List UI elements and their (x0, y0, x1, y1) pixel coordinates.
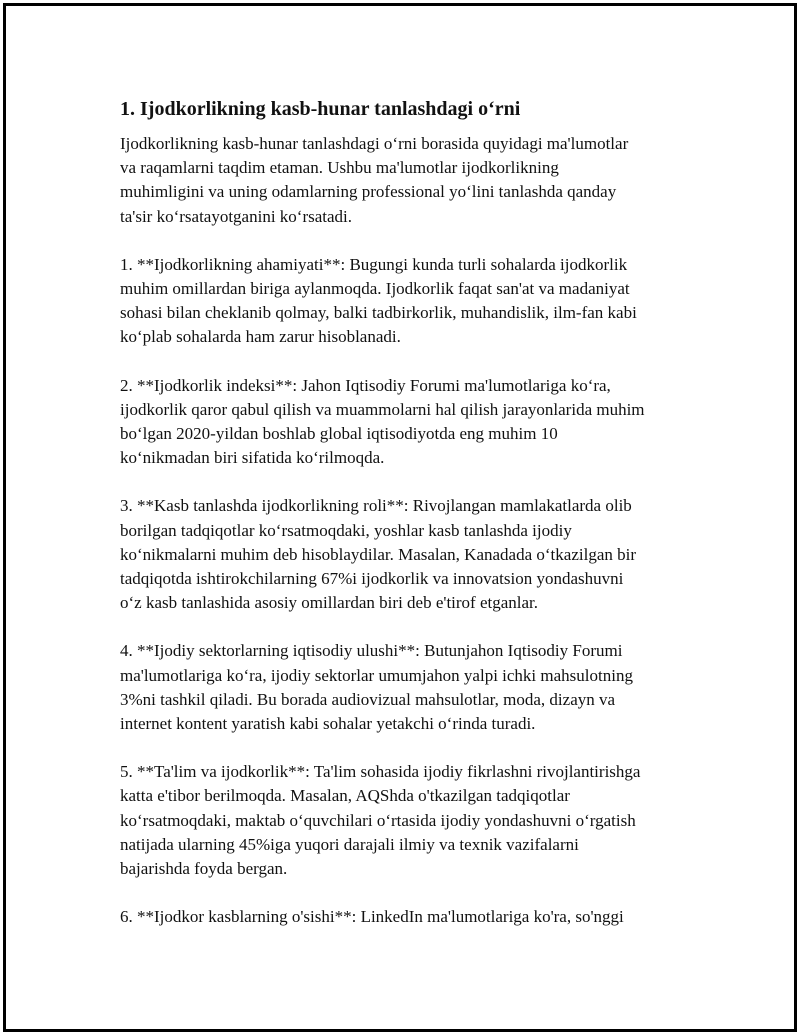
text-line: Ijodkorlikning kasb-hunar tanlashdagi o‘rni borasida quyidagi ma'lumotlar (120, 134, 629, 153)
text-line: ko‘plab sohalarda ham zarur hisoblanadi. (120, 327, 401, 347)
paragraph (120, 132, 700, 229)
page-frame (3, 3, 797, 1032)
text-line: muhimligini va uning odamlarning professional yo‘lini tanlashda qanday (120, 182, 617, 202)
text-line: 3%ni tashkil qiladi. Bu borada audiovizual mahsulotlar, moda, dizayn va (120, 689, 616, 709)
text-line: ko‘nikmalarni muhim deb hisoblaydilar. Masalan, Kanadada o‘tkazilgan bir (120, 544, 636, 564)
paragraph (120, 639, 700, 736)
paragraph (120, 253, 700, 350)
paragraph-list (120, 132, 700, 929)
text-line: va raqamlarni taqdim etaman. Ushbu ma'lumotlar ijodkorlikning (120, 158, 559, 178)
text-line: borilgan tadqiqotlar ko‘rsatmoqdaki, yoshlar kasb tanlashda ijodiy (120, 520, 572, 540)
text-line: sohasi bilan cheklanib qolmay, balki tadbirkorlik, muhandislik, ilm-fan kabi (120, 303, 637, 323)
text-line: 6. **Ijodkor kasblarning o'sishi**: LinkedIn ma'lumotlariga ko'ra, so'nggi (120, 907, 624, 927)
text-line: 1. **Ijodkorlikning ahamiyati**: Bugungi kunda turli sohalarda ijodkorlik (120, 254, 628, 274)
text-line: 2. **Ijodkorlik indeksi**: Jahon Iqtisodiy Forumi ma'lumotlariga ko‘ra, (120, 375, 611, 395)
text-line: internet kontent yaratish kabi sohalar yetakchi o‘rinda turadi. (120, 714, 536, 734)
text-line: 3. **Kasb tanlashda ijodkorlikning roli**: Rivojlangan mamlakatlarda olib (120, 496, 632, 516)
text-line: ijodkorlik qaror qabul qilish va muammolarni hal qilish jarayonlarida muhim (120, 399, 645, 419)
document-title: 1. Ijodkorlikning kasb-hunar tanlashdagi o‘rni (120, 98, 521, 120)
text-line: ko‘rsatmoqdaki, maktab o‘quvchilari o‘rtasida ijodiy yondashuvni o‘rgatish (120, 810, 636, 830)
text-line: katta e'tibor berilmoqda. Masalan, AQShda o'tkazilgan tadqiqotlar (120, 786, 570, 806)
text-line: bajarishda foyda bergan. (120, 859, 288, 879)
text-line: ta'sir ko‘rsatayotganini ko‘rsatadi. (120, 206, 353, 226)
text-line: natijada ularning 45%iga yuqori darajali ilmiy va texnik vazifalarni (120, 834, 579, 854)
document-body (120, 96, 700, 953)
text-line: 5. **Ta'lim va ijodkorlik**: Ta'lim sohasida ijodiy fikrlashni rivojlantirishga (120, 762, 641, 782)
paragraph (120, 905, 700, 929)
paragraph (120, 760, 700, 881)
paragraph (120, 494, 700, 615)
text-line: o‘z kasb tanlashida asosiy omillardan biri deb e'tirof etganlar. (120, 593, 539, 613)
text-line: ma'lumotlariga ko‘ra, ijodiy sektorlar umumjahon yalpi ichki mahsulotning (120, 665, 633, 685)
text-line: ko‘nikmadan biri sifatida ko‘rilmoqda. (120, 448, 385, 468)
paragraph (120, 374, 700, 471)
text-line: muhim omillardan biriga aylanmoqda. Ijodkorlik faqat san'at va madaniyat (120, 279, 630, 299)
text-line: tadqiqotda ishtirokchilarning 67%i ijodkorlik va innovatsion yondashuvni (120, 569, 624, 589)
text-line: bo‘lgan 2020-yildan boshlab global iqtisodiyotda eng muhim 10 (120, 424, 558, 444)
text-line: 4. **Ijodiy sektorlarning iqtisodiy ulushi**: Butunjahon Iqtisodiy Forumi (120, 641, 623, 661)
